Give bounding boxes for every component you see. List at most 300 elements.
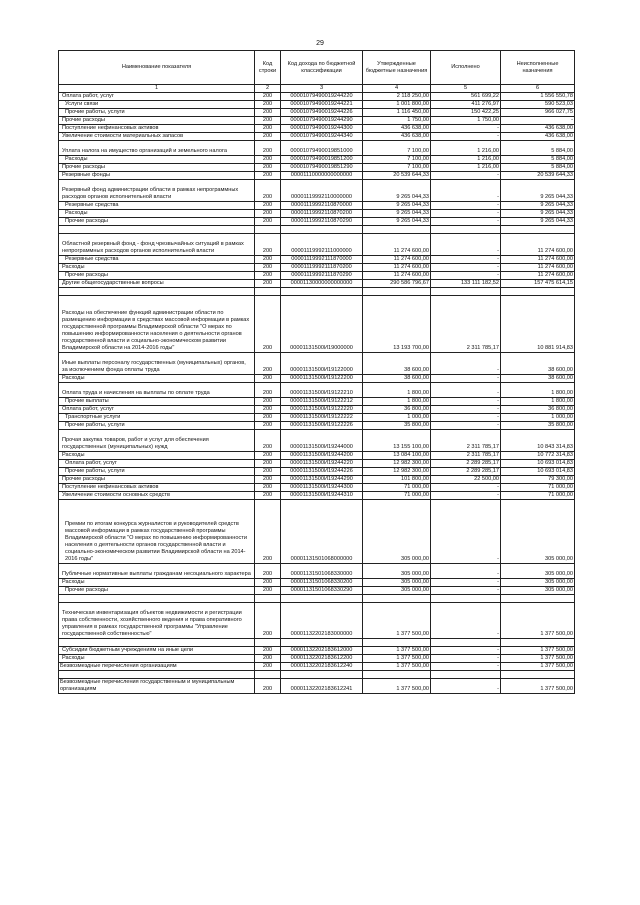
row-name: Прочая закупка товаров, работ и услуг для обеспечения государственных (муниципальных) нужд xyxy=(59,430,255,452)
row-kod: 00001131500И19122212 xyxy=(281,398,363,406)
row-plan: 1 750,00 xyxy=(363,117,431,125)
row-name: Оплата работ, услуг xyxy=(59,93,255,101)
row-kod: 00001132202183000000 xyxy=(281,603,363,639)
row-done: 1 216,00 xyxy=(431,156,501,164)
row-kod: 00001131500И19244310 xyxy=(281,492,363,500)
header-rest: Неисполненные назначения xyxy=(501,51,575,85)
row-name: Резервные фонды xyxy=(59,172,255,180)
row-done: - xyxy=(431,272,501,280)
row-plan: 2 118 250,00 xyxy=(363,93,431,101)
row-done: - xyxy=(431,647,501,655)
row-code: 200 xyxy=(255,383,281,398)
row-kod xyxy=(281,226,363,234)
header-row xyxy=(59,51,575,85)
row-kod: 00001079490019244300 xyxy=(281,125,363,133)
row-done: - xyxy=(431,500,501,564)
row-name: Увеличение стоимости основных средств xyxy=(59,492,255,500)
row-done: - xyxy=(431,564,501,579)
table-row xyxy=(59,603,575,639)
row-name: Расходы xyxy=(59,210,255,218)
row-done: - xyxy=(431,264,501,272)
row-done: 2 311 785,17 xyxy=(431,296,501,353)
row-name xyxy=(59,226,255,234)
row-name: Резервный фонд администрации области в рамках непрограммных расходов органов исполнительной власти xyxy=(59,180,255,202)
row-name: Другие общегосударственные вопросы xyxy=(59,280,255,288)
row-done: - xyxy=(431,125,501,133)
row-kod: 00001131501068330200 xyxy=(281,579,363,587)
row-name: Оплата работ, услуг xyxy=(59,460,255,468)
row-kod: 00001119992110000000 xyxy=(281,180,363,202)
row-code: 200 xyxy=(255,414,281,422)
row-plan: 35 800,00 xyxy=(363,422,431,430)
report-body xyxy=(59,93,575,694)
row-code: 200 xyxy=(255,452,281,460)
row-done: 1 216,00 xyxy=(431,164,501,172)
row-plan: 7 100,00 xyxy=(363,156,431,164)
row-name: Прочие расходы xyxy=(59,476,255,484)
row-kod: 00001119992111870290 xyxy=(281,272,363,280)
row-rest: 11 274 600,00 xyxy=(501,256,575,264)
row-code: 200 xyxy=(255,172,281,180)
row-plan: 1 377 500,00 xyxy=(363,655,431,663)
row-code: 200 xyxy=(255,422,281,430)
row-name: Безвозмездные перечисления государственным и муниципальным организациям xyxy=(59,679,255,694)
row-rest: 305 000,00 xyxy=(501,564,575,579)
table-row xyxy=(59,430,575,452)
row-kod: 00001131500И19244220 xyxy=(281,460,363,468)
row-done: 2 311 785,17 xyxy=(431,430,501,452)
row-rest: 157 475 614,15 xyxy=(501,280,575,288)
row-code: 200 xyxy=(255,93,281,101)
row-rest: 9 265 044,33 xyxy=(501,180,575,202)
row-code: 200 xyxy=(255,406,281,414)
row-code: 200 xyxy=(255,679,281,694)
header-code: Код строки xyxy=(255,51,281,85)
table-row xyxy=(59,564,575,579)
row-rest: 9 265 044,33 xyxy=(501,202,575,210)
row-code: 200 xyxy=(255,663,281,671)
table-row xyxy=(59,101,575,109)
row-code: 200 xyxy=(255,210,281,218)
table-row xyxy=(59,141,575,156)
row-kod: 00001079490019244221 xyxy=(281,101,363,109)
row-plan: 1 116 450,00 xyxy=(363,109,431,117)
row-done: - xyxy=(431,579,501,587)
row-rest: 436 638,00 xyxy=(501,133,575,141)
table-row xyxy=(59,353,575,375)
table-row xyxy=(59,280,575,288)
row-name: Транспортные услуги xyxy=(59,414,255,422)
row-plan: 436 638,00 xyxy=(363,125,431,133)
column-number: 4 xyxy=(363,85,431,93)
row-code: 200 xyxy=(255,264,281,272)
row-kod xyxy=(281,595,363,603)
row-kod: 00001131500И19122222 xyxy=(281,414,363,422)
row-name: Прочие работы, услуги xyxy=(59,468,255,476)
row-name xyxy=(59,288,255,296)
row-kod: 00001131500И19122000 xyxy=(281,353,363,375)
row-done: - xyxy=(431,210,501,218)
row-plan: 11 274 600,00 xyxy=(363,264,431,272)
row-code: 200 xyxy=(255,430,281,452)
row-name: Расходы xyxy=(59,452,255,460)
row-rest: 79 300,00 xyxy=(501,476,575,484)
row-name: Уплата налога на имущество организаций и земельного налога xyxy=(59,141,255,156)
row-rest: 11 274 600,00 xyxy=(501,234,575,256)
row-rest: 1 800,00 xyxy=(501,383,575,398)
row-rest: 10 693 014,83 xyxy=(501,468,575,476)
row-code: 200 xyxy=(255,133,281,141)
row-code: 200 xyxy=(255,180,281,202)
table-row xyxy=(59,117,575,125)
row-done: - xyxy=(431,663,501,671)
row-done: - xyxy=(431,202,501,210)
table-row xyxy=(59,218,575,226)
row-name: Прочие расходы xyxy=(59,117,255,125)
row-plan: 305 000,00 xyxy=(363,579,431,587)
row-plan: 290 586 796,67 xyxy=(363,280,431,288)
row-plan: 9 265 044,33 xyxy=(363,180,431,202)
row-plan: 7 100,00 xyxy=(363,141,431,156)
row-name xyxy=(59,595,255,603)
row-name: Расходы xyxy=(59,156,255,164)
row-done: - xyxy=(431,603,501,639)
row-code: 200 xyxy=(255,141,281,156)
row-done: 1 216,00 xyxy=(431,141,501,156)
row-kod: 00001119992110870200 xyxy=(281,210,363,218)
row-rest: - xyxy=(501,117,575,125)
row-rest: 1 800,00 xyxy=(501,398,575,406)
row-kod: 00001119992111870000 xyxy=(281,256,363,264)
row-done: 1 750,00 xyxy=(431,117,501,125)
row-rest: 10 693 014,83 xyxy=(501,460,575,468)
table-row xyxy=(59,414,575,422)
row-kod: 00001132202183612240 xyxy=(281,663,363,671)
row-code: 200 xyxy=(255,647,281,655)
row-code: 200 xyxy=(255,256,281,264)
row-kod: 00001131501068330000 xyxy=(281,564,363,579)
row-code: 200 xyxy=(255,101,281,109)
column-number: 5 xyxy=(431,85,501,93)
table-row xyxy=(59,383,575,398)
row-code: 200 xyxy=(255,218,281,226)
row-code: 200 xyxy=(255,109,281,117)
row-rest: 71 000,00 xyxy=(501,492,575,500)
row-plan: 1 377 500,00 xyxy=(363,679,431,694)
row-name xyxy=(59,639,255,647)
row-rest xyxy=(501,671,575,679)
column-number: 1 xyxy=(59,85,255,93)
row-plan: 101 800,00 xyxy=(363,476,431,484)
row-code xyxy=(255,595,281,603)
row-kod: 00001131500И19122200 xyxy=(281,375,363,383)
row-kod: 00001110000000000000 xyxy=(281,172,363,180)
row-plan: 38 600,00 xyxy=(363,375,431,383)
row-name: Резервные средства xyxy=(59,202,255,210)
table-row xyxy=(59,210,575,218)
row-name: Безвозмездные перечисления организациям xyxy=(59,663,255,671)
row-rest: 36 800,00 xyxy=(501,406,575,414)
table-row xyxy=(59,484,575,492)
row-name: Поступление нефинансовых активов xyxy=(59,125,255,133)
row-done: - xyxy=(431,375,501,383)
header-plan: Утвержденные бюджетные назначения xyxy=(363,51,431,85)
table-row xyxy=(59,202,575,210)
row-name: Оплата работ, услуг xyxy=(59,406,255,414)
table-row xyxy=(59,460,575,468)
table-row xyxy=(59,639,575,647)
row-name: Расходы xyxy=(59,655,255,663)
row-code: 200 xyxy=(255,164,281,172)
table-row xyxy=(59,476,575,484)
row-kod: 00001131500И19244290 xyxy=(281,476,363,484)
row-kod: 00001079490019851000 xyxy=(281,141,363,156)
row-rest: 9 265 044,33 xyxy=(501,218,575,226)
row-kod: 00001131500И19244000 xyxy=(281,430,363,452)
header-kod: Код дохода по бюджетной классификации xyxy=(281,51,363,85)
row-rest: 38 600,00 xyxy=(501,353,575,375)
row-code: 200 xyxy=(255,484,281,492)
table-row xyxy=(59,655,575,663)
row-name: Прочие расходы xyxy=(59,218,255,226)
row-code xyxy=(255,639,281,647)
row-code: 200 xyxy=(255,476,281,484)
row-rest: 305 000,00 xyxy=(501,500,575,564)
row-name: Прочие выплаты xyxy=(59,398,255,406)
table-row xyxy=(59,109,575,117)
row-kod: 00001131500И19244200 xyxy=(281,452,363,460)
row-done: - xyxy=(431,587,501,595)
row-rest: 35 800,00 xyxy=(501,422,575,430)
row-kod: 00001079490019244226 xyxy=(281,109,363,117)
row-kod: 00001131500И19122226 xyxy=(281,422,363,430)
table-row xyxy=(59,647,575,655)
row-done: 150 422,25 xyxy=(431,109,501,117)
row-done xyxy=(431,226,501,234)
row-code: 200 xyxy=(255,117,281,125)
row-rest: 11 274 600,00 xyxy=(501,272,575,280)
row-kod: 00001132202183612241 xyxy=(281,679,363,694)
row-code: 200 xyxy=(255,156,281,164)
row-done: - xyxy=(431,256,501,264)
row-rest: 38 600,00 xyxy=(501,375,575,383)
row-done: 411 276,97 xyxy=(431,101,501,109)
row-kod: 00001131500И19244226 xyxy=(281,468,363,476)
row-plan: 20 539 644,33 xyxy=(363,172,431,180)
row-code: 200 xyxy=(255,398,281,406)
row-plan xyxy=(363,288,431,296)
row-plan: 1 001 800,00 xyxy=(363,101,431,109)
table-row xyxy=(59,180,575,202)
table-row xyxy=(59,156,575,164)
table-row xyxy=(59,264,575,272)
row-done xyxy=(431,288,501,296)
column-number-row xyxy=(59,85,575,93)
row-rest: 436 638,00 xyxy=(501,125,575,133)
row-plan: 1 377 500,00 xyxy=(363,647,431,655)
table-row xyxy=(59,172,575,180)
row-name: Поступление нефинансовых активов xyxy=(59,484,255,492)
row-rest: 1 377 500,00 xyxy=(501,655,575,663)
row-kod: 00001131501068330290 xyxy=(281,587,363,595)
page-number: 29 xyxy=(316,40,324,47)
row-code xyxy=(255,671,281,679)
row-code: 200 xyxy=(255,234,281,256)
row-code: 200 xyxy=(255,564,281,579)
row-rest: 1 556 550,78 xyxy=(501,93,575,101)
row-kod: 00001130000000000000 xyxy=(281,280,363,288)
row-done: - xyxy=(431,406,501,414)
row-plan: 436 638,00 xyxy=(363,133,431,141)
row-done: - xyxy=(431,218,501,226)
table-row xyxy=(59,272,575,280)
row-code: 200 xyxy=(255,655,281,663)
row-code: 200 xyxy=(255,202,281,210)
row-plan: 1 000,00 xyxy=(363,414,431,422)
row-name xyxy=(59,671,255,679)
table-row xyxy=(59,133,575,141)
row-kod: 00001132202183612200 xyxy=(281,655,363,663)
table-row xyxy=(59,296,575,353)
row-rest: 966 027,75 xyxy=(501,109,575,117)
row-plan: 71 000,00 xyxy=(363,492,431,500)
table-row xyxy=(59,595,575,603)
row-rest: 5 884,00 xyxy=(501,141,575,156)
row-rest: 9 265 044,33 xyxy=(501,210,575,218)
row-code: 200 xyxy=(255,280,281,288)
row-plan xyxy=(363,595,431,603)
row-kod: 00001119992110870290 xyxy=(281,218,363,226)
table-row xyxy=(59,452,575,460)
row-kod xyxy=(281,639,363,647)
row-rest: 305 000,00 xyxy=(501,579,575,587)
row-plan: 71 000,00 xyxy=(363,484,431,492)
row-kod: 00001079490019244290 xyxy=(281,117,363,125)
row-kod: 00001079490019851200 xyxy=(281,156,363,164)
row-done xyxy=(431,639,501,647)
row-rest: 10 881 914,83 xyxy=(501,296,575,353)
row-done: - xyxy=(431,492,501,500)
row-done: - xyxy=(431,383,501,398)
row-done: 2 311 785,17 xyxy=(431,452,501,460)
row-done xyxy=(431,595,501,603)
row-kod: 00001079490019244220 xyxy=(281,93,363,101)
row-kod: 00001079490019851290 xyxy=(281,164,363,172)
row-code: 200 xyxy=(255,125,281,133)
row-name: Услуги связи xyxy=(59,101,255,109)
row-kod: 00001131500И19122210 xyxy=(281,383,363,398)
row-name: Прочие расходы xyxy=(59,272,255,280)
row-name: Иные выплаты персоналу государственных (муниципальных) органов, за исключением фонда оплаты труда xyxy=(59,353,255,375)
header-name: Наименование показателя xyxy=(59,51,255,85)
row-kod: 00001079490019244340 xyxy=(281,133,363,141)
row-plan: 13 193 700,00 xyxy=(363,296,431,353)
table-row xyxy=(59,226,575,234)
row-code: 200 xyxy=(255,603,281,639)
row-rest: 1 377 500,00 xyxy=(501,679,575,694)
row-plan: 11 274 600,00 xyxy=(363,272,431,280)
row-rest: 5 884,00 xyxy=(501,164,575,172)
row-rest: 305 000,00 xyxy=(501,587,575,595)
table-row xyxy=(59,256,575,264)
row-rest xyxy=(501,639,575,647)
row-name: Прочие расходы xyxy=(59,164,255,172)
column-number: 3 xyxy=(281,85,363,93)
table-row xyxy=(59,288,575,296)
row-kod: 00001131500И19244300 xyxy=(281,484,363,492)
row-rest: 11 274 600,00 xyxy=(501,264,575,272)
row-code xyxy=(255,288,281,296)
row-name: Увеличение стоимости материальных запасов xyxy=(59,133,255,141)
row-plan: 305 000,00 xyxy=(363,564,431,579)
row-name: Областной резервный фонд - фонд чрезвычайных ситуаций в рамках непрограммных расходов органов исполнительной власти xyxy=(59,234,255,256)
row-code: 200 xyxy=(255,579,281,587)
row-rest xyxy=(501,226,575,234)
row-plan xyxy=(363,671,431,679)
row-name: Расходы xyxy=(59,375,255,383)
row-done: - xyxy=(431,484,501,492)
table-row xyxy=(59,422,575,430)
table-row xyxy=(59,468,575,476)
row-plan: 13 155 100,00 xyxy=(363,430,431,452)
row-plan: 1 377 500,00 xyxy=(363,663,431,671)
row-done: - xyxy=(431,353,501,375)
row-rest: 590 523,03 xyxy=(501,101,575,109)
row-done xyxy=(431,671,501,679)
row-kod xyxy=(281,288,363,296)
row-code xyxy=(255,226,281,234)
row-code: 200 xyxy=(255,375,281,383)
row-name: Прочие работы, услуги xyxy=(59,422,255,430)
table-row xyxy=(59,164,575,172)
row-name: Оплата труда и начисления на выплаты по оплате труда xyxy=(59,383,255,398)
row-kod: 00001131501068000000 xyxy=(281,500,363,564)
row-name: Субсидии бюджетным учреждениям на иные цели xyxy=(59,647,255,655)
table-row xyxy=(59,671,575,679)
row-code: 200 xyxy=(255,460,281,468)
table-row xyxy=(59,500,575,564)
row-kod: 00001119992111000000 xyxy=(281,234,363,256)
row-code: 200 xyxy=(255,272,281,280)
row-plan: 36 800,00 xyxy=(363,406,431,414)
row-done: - xyxy=(431,679,501,694)
table-row xyxy=(59,375,575,383)
row-plan: 7 100,00 xyxy=(363,164,431,172)
row-plan: 11 274 600,00 xyxy=(363,234,431,256)
row-plan xyxy=(363,639,431,647)
row-done: 2 289 285,17 xyxy=(431,460,501,468)
row-done: 561 699,22 xyxy=(431,93,501,101)
row-done: - xyxy=(431,133,501,141)
row-done: 22 500,00 xyxy=(431,476,501,484)
table-row xyxy=(59,234,575,256)
row-plan xyxy=(363,226,431,234)
row-name: Техническая инвентаризация объектов недвижимости и регистрации права собственности, хозяйственного ведения и права оперативного управления в рамках государственной программы "Управление государственной собственностью" xyxy=(59,603,255,639)
row-kod: 00001119992110870000 xyxy=(281,202,363,210)
row-done: 133 111 182,52 xyxy=(431,280,501,288)
row-plan: 1 800,00 xyxy=(363,398,431,406)
row-rest: 1 377 500,00 xyxy=(501,663,575,671)
table-row xyxy=(59,398,575,406)
row-rest: 20 539 644,33 xyxy=(501,172,575,180)
row-plan: 11 274 600,00 xyxy=(363,256,431,264)
row-done: - xyxy=(431,655,501,663)
header-done: Исполнено xyxy=(431,51,501,85)
row-plan: 1 377 500,00 xyxy=(363,603,431,639)
row-plan: 12 982 300,00 xyxy=(363,468,431,476)
row-plan: 1 800,00 xyxy=(363,383,431,398)
row-name: Прочие работы, услуги xyxy=(59,109,255,117)
